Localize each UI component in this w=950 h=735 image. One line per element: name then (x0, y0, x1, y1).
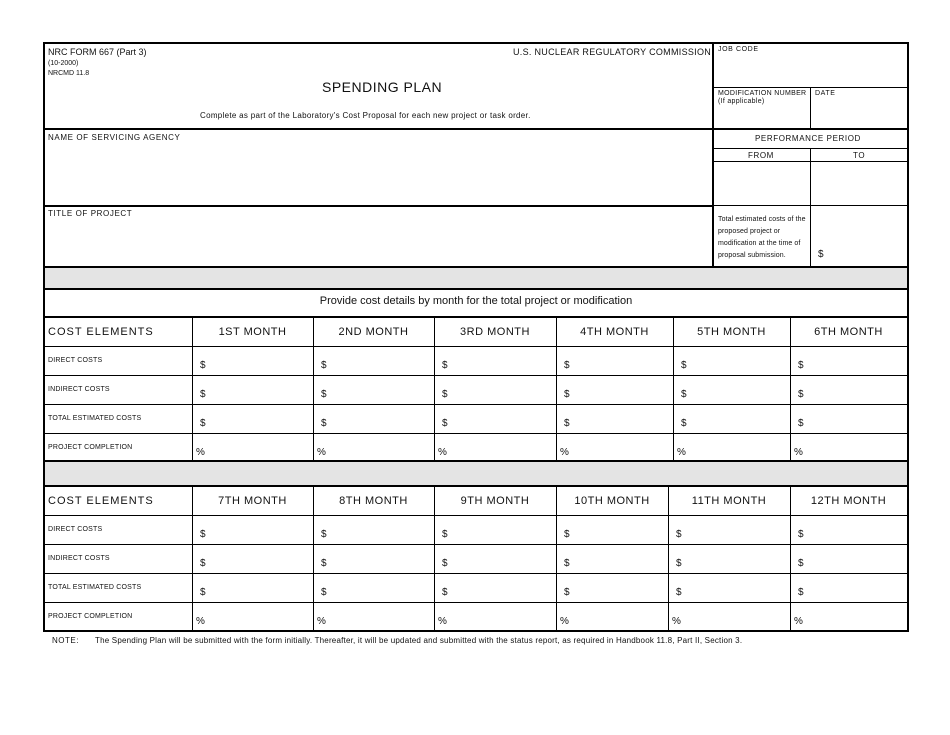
currency-sign: $ (200, 558, 206, 569)
currency-sign: $ (676, 558, 682, 569)
table1-row-rule (43, 404, 909, 405)
total-estimated-note: Total estimated costs of the proposed project or modification at the time of proposal submission. (718, 216, 806, 259)
percent-sign: % (560, 616, 569, 627)
completion-percent-input[interactable] (691, 437, 786, 458)
to-date-field[interactable] (813, 166, 905, 202)
completion-percent-input[interactable] (452, 606, 552, 627)
cost-amount-input[interactable] (808, 379, 903, 400)
form-number: NRC FORM 667 (Part 3) (48, 47, 147, 57)
currency-sign: $ (321, 360, 327, 371)
servicing-agency-label: NAME OF SERVICING AGENCY (48, 133, 181, 142)
cost-row-label: INDIRECT COSTS (48, 555, 110, 562)
currency-sign: $ (564, 418, 570, 429)
completion-percent-input[interactable] (686, 606, 786, 627)
currency-sign: $ (200, 587, 206, 598)
cost-amount-input[interactable] (808, 350, 903, 371)
modification-number-field[interactable] (716, 108, 808, 126)
cost-row-label: PROJECT COMPLETION (48, 613, 133, 620)
heading-bottom-rule (43, 316, 909, 318)
currency-sign: $ (442, 360, 448, 371)
cost-amount-input[interactable] (691, 408, 786, 429)
cost-amount-input[interactable] (686, 519, 786, 540)
cost-row-label: DIRECT COSTS (48, 357, 103, 364)
month-header: 7TH MONTH (218, 495, 287, 507)
cost-amount-input[interactable] (691, 350, 786, 371)
performance-period-label: PERFORMANCE PERIOD (755, 134, 861, 143)
table2-row-rule (43, 544, 909, 545)
currency-sign: $ (321, 587, 327, 598)
job-code-field[interactable] (716, 58, 904, 84)
cost-amount-input[interactable] (331, 350, 430, 371)
currency-sign: $ (681, 389, 687, 400)
cost-row-label: PROJECT COMPLETION (48, 444, 133, 451)
month-header: 10TH MONTH (574, 495, 650, 507)
cost-row-label: INDIRECT COSTS (48, 386, 110, 393)
currency-sign: $ (564, 587, 570, 598)
from-date-field[interactable] (716, 166, 806, 202)
cost-amount-input[interactable] (574, 350, 669, 371)
table1-row-rule (43, 433, 909, 434)
currency-sign: $ (564, 389, 570, 400)
currency-sign: $ (321, 558, 327, 569)
table2-row-rule (43, 602, 909, 603)
table1-row-rule (43, 375, 909, 376)
percent-sign: % (196, 447, 205, 458)
completion-percent-input[interactable] (210, 606, 309, 627)
currency-sign: $ (798, 389, 804, 400)
cost-amount-input[interactable] (574, 519, 664, 540)
form-date: (10-2000) (48, 60, 79, 67)
cost-elements-header: COST ELEMENTS (48, 326, 154, 338)
date-label: DATE (815, 90, 836, 97)
completion-percent-input[interactable] (331, 437, 430, 458)
modification-number-sublabel: (If applicable) (718, 98, 765, 105)
completion-percent-input[interactable] (574, 437, 669, 458)
note-label: NOTE: (52, 636, 79, 645)
from-to-divider (810, 148, 811, 205)
form-instructions: Complete as part of the Laboratory's Cost Proposal for each new project or task order. (200, 111, 531, 120)
cost-row-label: TOTAL ESTIMATED COSTS (48, 415, 142, 422)
currency-sign: $ (321, 389, 327, 400)
from-label: FROM (748, 151, 774, 160)
table2-row-rule (43, 573, 909, 574)
cost-row-label: DIRECT COSTS (48, 526, 103, 533)
cost-amount-input[interactable] (808, 408, 903, 429)
month-header: 2ND MONTH (338, 326, 409, 338)
cost-amount-input[interactable] (210, 350, 309, 371)
completion-percent-input[interactable] (210, 437, 309, 458)
total-estimate-currency: $ (818, 249, 824, 260)
page-title: SPENDING PLAN (322, 79, 443, 95)
cost-amount-input[interactable] (574, 577, 664, 598)
percent-sign: % (438, 616, 447, 627)
percent-sign: % (677, 447, 686, 458)
currency-sign: $ (442, 389, 448, 400)
cost-amount-input[interactable] (452, 408, 552, 429)
percent-sign: % (794, 447, 803, 458)
header-bottom-rule (43, 128, 909, 130)
cost-amount-input[interactable] (331, 577, 430, 598)
cost-row-label: TOTAL ESTIMATED COSTS (48, 584, 142, 591)
cost-amount-input[interactable] (331, 408, 430, 429)
cost-amount-input[interactable] (210, 379, 309, 400)
completion-percent-input[interactable] (808, 437, 903, 458)
band2-bottom-rule (43, 485, 909, 487)
completion-percent-input[interactable] (331, 606, 430, 627)
currency-sign: $ (200, 529, 206, 540)
currency-sign: $ (200, 389, 206, 400)
currency-sign: $ (676, 529, 682, 540)
currency-sign: $ (676, 587, 682, 598)
cost-elements-header: COST ELEMENTS (48, 495, 154, 507)
currency-sign: $ (442, 587, 448, 598)
total-estimate-field[interactable] (828, 246, 904, 262)
cost-amount-input[interactable] (574, 548, 664, 569)
agency-bottom-rule (43, 205, 713, 207)
project-title-field[interactable] (48, 224, 708, 264)
cost-amount-input[interactable] (210, 577, 309, 598)
percent-sign: % (560, 447, 569, 458)
month-header: 4TH MONTH (580, 326, 649, 338)
currency-sign: $ (798, 529, 804, 540)
percent-sign: % (672, 616, 681, 627)
separator-band (45, 268, 907, 288)
completion-percent-input[interactable] (808, 606, 903, 627)
currency-sign: $ (564, 529, 570, 540)
cost-amount-input[interactable] (808, 577, 903, 598)
cost-amount-input[interactable] (686, 548, 786, 569)
completion-percent-input[interactable] (574, 606, 664, 627)
cost-section-heading: Provide cost details by month for the total project or modification (319, 295, 633, 307)
cost-amount-input[interactable] (452, 350, 552, 371)
currency-sign: $ (681, 418, 687, 429)
currency-sign: $ (798, 587, 804, 598)
cost-amount-input[interactable] (574, 379, 669, 400)
month-header: 9TH MONTH (460, 495, 530, 507)
cost-amount-input[interactable] (452, 577, 552, 598)
percent-sign: % (438, 447, 447, 458)
job-code-label: JOB CODE (718, 46, 759, 53)
cost-amount-input[interactable] (210, 548, 309, 569)
agency-name: U.S. NUCLEAR REGULATORY COMMISSION (513, 47, 712, 57)
cost-amount-input[interactable] (210, 408, 309, 429)
cost-amount-input[interactable] (452, 548, 552, 569)
currency-sign: $ (442, 529, 448, 540)
cost-amount-input[interactable] (331, 548, 430, 569)
cost-amount-input[interactable] (574, 408, 669, 429)
servicing-agency-field[interactable] (48, 148, 708, 202)
currency-sign: $ (564, 558, 570, 569)
total-estimate-divider (810, 205, 811, 267)
percent-sign: % (196, 616, 205, 627)
month-header: 1ST MONTH (218, 326, 287, 338)
to-label: TO (853, 151, 866, 160)
table2-header-rule (43, 515, 909, 516)
completion-percent-input[interactable] (452, 437, 552, 458)
month-header: 5TH MONTH (697, 326, 766, 338)
month-header: 3RD MONTH (460, 326, 530, 338)
mod-date-divider (810, 87, 811, 129)
currency-sign: $ (442, 558, 448, 569)
currency-sign: $ (564, 360, 570, 371)
currency-sign: $ (321, 529, 327, 540)
month-header: 11TH MONTH (691, 495, 767, 507)
percent-sign: % (794, 616, 803, 627)
cost-amount-input[interactable] (210, 519, 309, 540)
percent-sign: % (317, 616, 326, 627)
cost-amount-input[interactable] (452, 519, 552, 540)
cost-amount-input[interactable] (808, 548, 903, 569)
date-field[interactable] (813, 108, 905, 126)
currency-sign: $ (321, 418, 327, 429)
currency-sign: $ (200, 418, 206, 429)
currency-sign: $ (798, 418, 804, 429)
month-header: 6TH MONTH (814, 326, 883, 338)
currency-sign: $ (798, 558, 804, 569)
cost-amount-input[interactable] (331, 519, 430, 540)
percent-sign: % (317, 447, 326, 458)
currency-sign: $ (442, 418, 448, 429)
modification-number-label: MODIFICATION NUMBER (718, 90, 807, 97)
currency-sign: $ (200, 360, 206, 371)
cost-amount-input[interactable] (686, 577, 786, 598)
cost-amount-input[interactable] (331, 379, 430, 400)
form-reference: NRCMD 11.8 (48, 70, 90, 77)
month-header: 12TH MONTH (810, 495, 887, 507)
project-title-label: TITLE OF PROJECT (48, 209, 133, 218)
table1-header-rule (43, 346, 909, 347)
cost-amount-input[interactable] (691, 379, 786, 400)
note-text: The Spending Plan will be submitted with the form initially. Thereafter, it will be updated and submitted with the status report, as required in Handbook 11.8, Part II, Section 3. (95, 636, 743, 645)
currency-sign: $ (798, 360, 804, 371)
header-divider (712, 42, 714, 268)
separator-band (45, 462, 907, 485)
cost-amount-input[interactable] (452, 379, 552, 400)
month-header: 8TH MONTH (339, 495, 408, 507)
currency-sign: $ (681, 360, 687, 371)
cost-amount-input[interactable] (808, 519, 903, 540)
band1-bottom-rule (43, 288, 909, 290)
